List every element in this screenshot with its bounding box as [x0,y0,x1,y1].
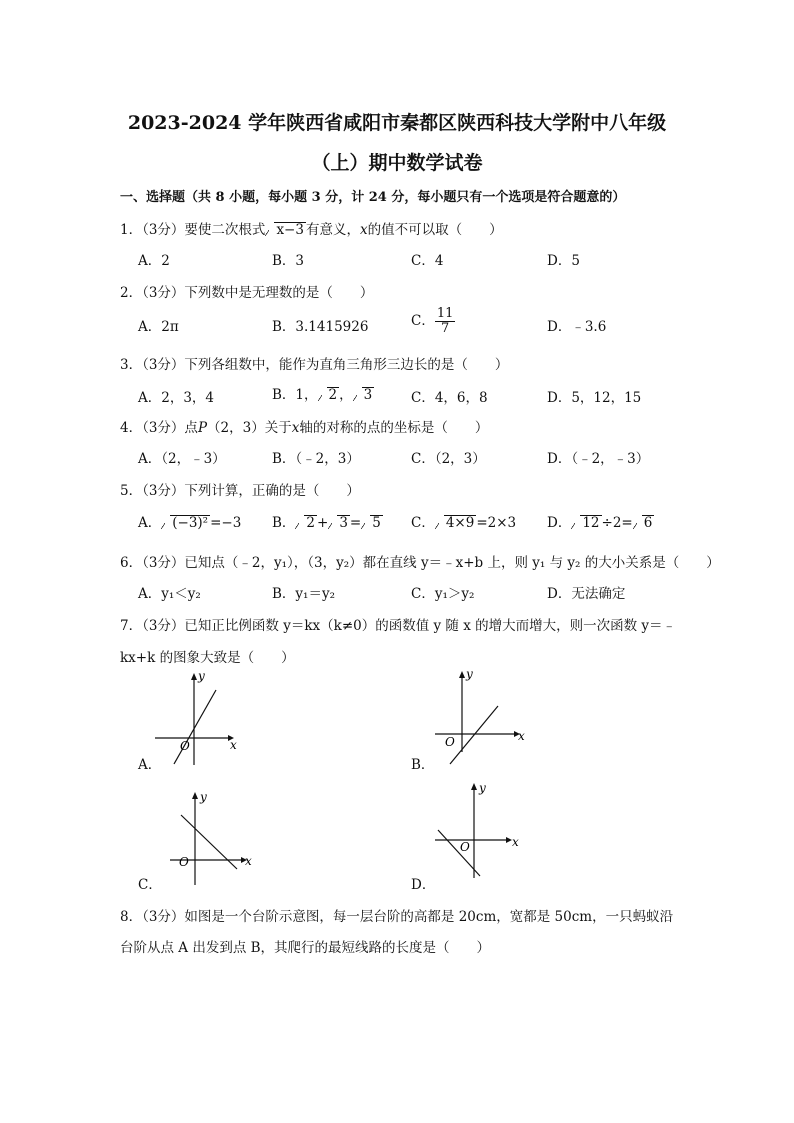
sqrt-sign [161,515,210,531]
q5-d-radicand: 12 [582,515,600,531]
q4-prefix: 4．（3分）点 [120,420,198,436]
q5-c-rest: =2×3 [476,515,517,531]
q7-graph-a[interactable] [150,670,260,770]
q7-option-c[interactable]: C． [138,877,162,893]
q2-option-a[interactable]: A．2π [138,319,179,335]
fraction-numerator: 11 [436,306,454,321]
sqrt-sign [633,515,655,531]
q4-option-a[interactable]: A．（2，﹣3） [138,451,226,467]
q5-b-radicand-1: 2 [306,515,316,531]
y-axis-arrow [192,792,198,799]
q7-graph-b[interactable] [430,668,540,768]
q3-option-a[interactable]: A．2，3，4 [138,390,215,406]
q5-a-rest: =−3 [210,515,242,531]
q5-b-plus: + [317,515,329,531]
q7-option-b[interactable]: B． [411,757,435,773]
q6-option-d[interactable]: D．无法确定 [547,586,626,602]
question-3: 3．（3分）下列各组数中，能作为直角三角形三边长的是（ ） [120,357,509,373]
x-label: x [512,835,519,849]
q3-b-sep: ， [339,387,353,403]
x-label: x [518,729,525,743]
q3-option-c[interactable]: C．4，6，8 [411,390,488,406]
q1-option-a[interactable]: A．2 [138,253,170,269]
q3-option-b[interactable] [272,383,374,403]
question-7-line2: kx+k 的图象大致是（ ） [120,650,295,666]
q4-point: P [197,420,208,436]
q1-var: x [359,222,368,238]
question-8-line2: 台阶从点 A 出发到点 B，其爬行的最短线路的长度是（ ） [120,940,491,956]
q1-option-d[interactable]: D．5 [547,253,580,269]
q2-fraction [435,307,456,336]
q5-a-label: A． [138,515,162,531]
y-label: y [200,790,207,804]
q7-option-a[interactable]: A． [138,757,162,773]
q6-option-b[interactable]: B．y₁＝y₂ [272,586,335,602]
question-5: 5．（3分）下列计算，正确的是（ ） [120,483,360,499]
y-label: y [479,781,486,795]
sqrt-sign [361,515,383,531]
y-axis-arrow [459,671,465,678]
function-line [181,815,237,869]
q2-option-b[interactable]: B．3.1415926 [272,319,369,335]
q5-d-radicand-2: 6 [643,515,653,531]
question-6: 6．（3分）已知点（﹣2，y₁），（3，y₂）都在直线 y＝﹣x+b 上，则 y₁ 与 y₂ 的大小关系是（ ） [120,555,720,571]
sqrt-sign [318,387,340,403]
q1-prefix: 1．（3分）要使二次根式 [120,222,266,238]
q5-option-b[interactable] [272,511,383,531]
q5-a-radicand: (−3)² [172,515,209,531]
q1-option-c[interactable]: C．4 [411,253,444,269]
q4-coords: （2，3）关于 [207,420,292,436]
fraction-denominator: 7 [440,321,450,336]
q3-option-d[interactable]: D．5，12，15 [547,390,642,406]
sqrt-sign [265,222,306,238]
origin-label: O [445,735,455,749]
q1-option-b[interactable]: B．3 [272,253,305,269]
q3-b-radicand-2: 3 [363,387,373,403]
q4-option-b[interactable]: B．（﹣2，3） [272,451,360,467]
q5-option-c[interactable] [411,511,516,531]
y-label: y [198,670,205,683]
q6-option-a[interactable]: A．y₁＜y₂ [138,586,201,602]
question-8-line1: 8．（3分）如图是一个台阶示意图，每一层台阶的高都是 20cm，宽都是 50cm，一只蚂蚁沿 [120,909,674,925]
q5-b-label: B． [272,515,296,531]
exam-title-line2: （上）期中数学试卷 [311,152,483,174]
y-axis-arrow [191,673,197,680]
q5-d-rest: ÷2= [601,515,633,531]
origin-label: O [180,739,190,753]
q3-b-one: 1， [295,387,318,403]
q7-graph-c[interactable] [165,787,275,887]
q5-b-eq: = [349,515,362,531]
q5-c-radicand: 4×9 [445,515,475,531]
q5-option-a[interactable] [138,511,241,531]
question-4 [120,416,488,436]
q5-d-label: D． [547,515,572,531]
q1-mid: 有意义， [305,222,360,238]
sqrt-sign [571,515,601,531]
question-7-line1: 7．（3分）已知正比例函数 y＝kx（k≠0）的函数值 y 随 x 的增大而增大，则一次函数 y＝﹣ [120,618,677,634]
q4-option-c[interactable]: C．（2，3） [411,451,486,467]
q2-option-d[interactable]: D．﹣3.6 [547,319,607,335]
q7-graph-d[interactable] [430,780,540,880]
q7-option-d[interactable]: D． [411,877,436,893]
q6-option-c[interactable]: C．y₁＞y₂ [411,586,475,602]
q3-b-label: B． [272,387,296,403]
q5-b-radicand-2: 3 [339,515,348,531]
x-label: x [245,854,252,868]
exam-title-line1: 2023-2024 学年陕西省咸阳市秦都区陕西科技大学附中八年级 [127,112,667,134]
y-axis-arrow [471,783,477,790]
origin-label: O [460,840,470,854]
q4-option-d[interactable]: D．（﹣2，﹣3） [547,451,650,467]
q3-b-radicand-1: 2 [328,387,338,403]
q5-c-label: C． [411,515,435,531]
question-2: 2．（3分）下列数中是无理数的是（ ） [120,285,374,301]
function-line [450,706,498,764]
q2-c-label: C． [411,313,435,329]
q1-radicand: x−3 [276,222,304,238]
q4-suffix: 轴的对称的点的坐标是（ ） [299,420,489,436]
section-heading: 一、选择题（共 8 小题，每小题 3 分，计 24 分，每小题只有一个选项是符合题意的） [120,190,626,205]
sqrt-sign [295,515,317,531]
q5-b-radicand-3: 5 [372,515,381,531]
sqrt-sign [435,515,477,531]
sqrt-sign [353,387,375,403]
question-1 [120,218,503,238]
origin-label: O [179,855,189,869]
q4-axis: x [291,420,300,436]
q1-suffix: 的值不可以取（ ） [367,222,503,238]
sqrt-sign [328,515,350,531]
q5-option-d[interactable] [547,511,654,531]
x-label: x [230,738,237,752]
y-label: y [466,668,473,681]
q2-option-c[interactable] [411,307,455,336]
